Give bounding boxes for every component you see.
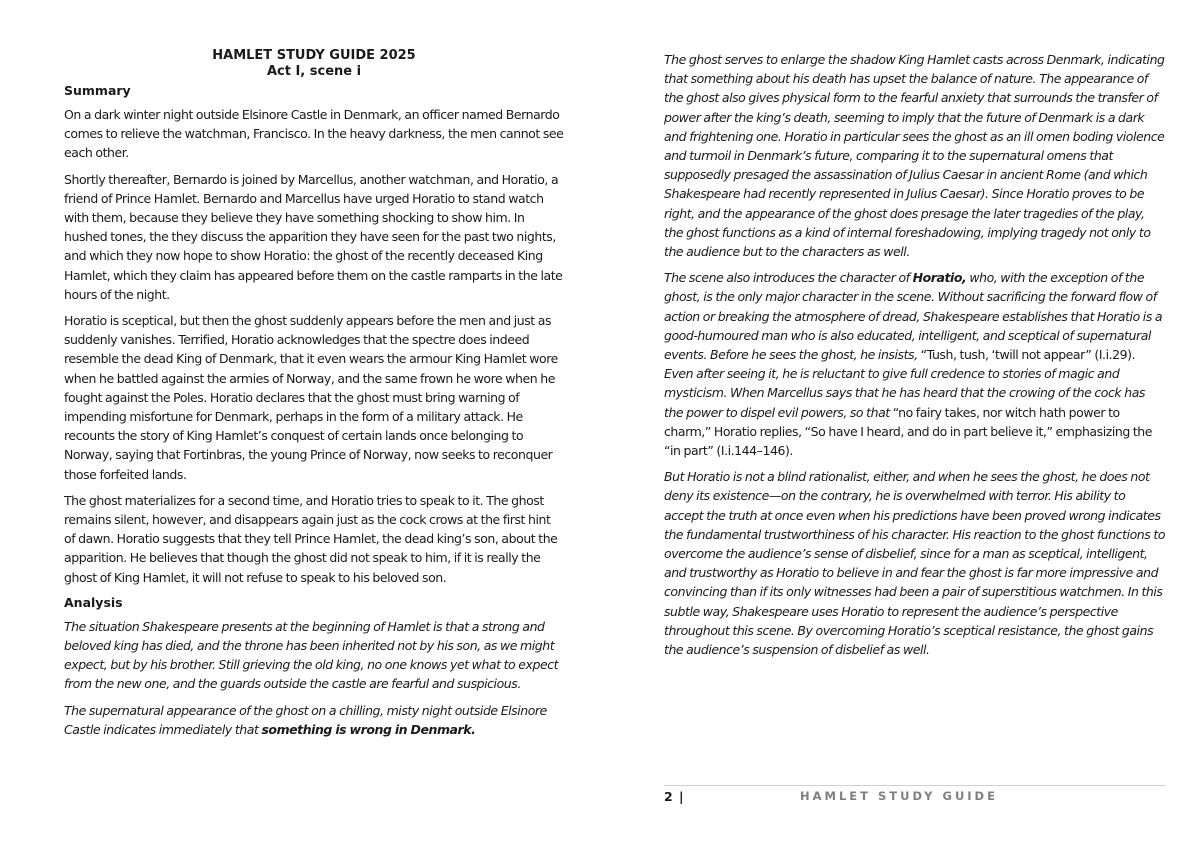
page-number: 2 | <box>664 788 685 804</box>
scene-title: Act I, scene i <box>266 64 362 79</box>
right-column <box>664 50 1166 666</box>
footer-row <box>664 787 1166 805</box>
analysis-paragraph-4 <box>664 268 1166 460</box>
summary-paragraph-3: Horatio is sceptical, but then the ghost suddenly appears before the men and just as suddenly vanishes. Terrified, Horatio acknowledges that the spectre does indeed resemble the dead King of Denmark, that it even wears the armour King Hamlet wore when he battled against the armies of Norway, and the same frown he wore when he fought against the Poles. Horatio declares that the ghost must bring warning of impending misfortune for Denmark, perhaps in the form of a military attack. He recounts the story of King Hamlet’s conquest of certain lands once belonging to Norway, saying that Fortinbras, the young Prince of Norway, now seeks to reconquer those forfeited lands. <box>64 313 558 482</box>
left-column <box>64 48 564 746</box>
document-title: HAMLET STUDY GUIDE 2025 <box>212 48 416 63</box>
horatio-emphasis: Horatio, <box>912 270 967 286</box>
analysis-paragraph-3: The ghost serves to enlarge the shadow King Hamlet casts across Denmark, indicating that something about his death has upset the balance of nature. The appearance of the ghost also gives physical form to the fearful anxiety that surrounds the transfer of power after the king’s death, seeming to imply that the future of Denmark is a dark and frightening one. Horatio in particular sees the ghost as an ill omen boding violence and turmoil in Denmark’s future, comparing it to the supernatural omens that supposedly presaged the assassination of Julius Caesar in ancient Rome (and which Shakespeare had recently represented in Julius Caesar). Since Horatio proves to be right, and the appearance of the ghost does presage the later tragedies of the play, the ghost functions as a kind of internal foreshadowing, implying tragedy not only to the audience but to the characters as well. <box>664 52 1165 260</box>
analysis-paragraph-2-text: The supernatural appearance of the ghost on a chilling, misty night outside Elsinore Castle indicates immediately that <box>64 702 547 737</box>
p4-quote-1: “Tush, tush, ‘twill not appear” (I.i.29). <box>920 347 1136 363</box>
analysis-paragraph-1: The situation Shakespeare presents at the beginning of Hamlet is that a strong and beloved king has died, and the throne has been inherited not by his son, as we might expect, but by his brother. Still grieving the old king, no one knows yet what to expect from the new one, and the guards outside the castle are fearful and suspicious. <box>64 618 559 692</box>
page-footer <box>664 785 1166 805</box>
summary-paragraph-4: The ghost materializes for a second time, and Horatio tries to speak to it. The ghost remains silent, however, and disappears again just as the cock crows at the first hint of dawn. Horatio suggests that they tell Prince Hamlet, the dead king’s son, about the apparition. He believes that though the ghost did not speak to him, if it is really the ghost of King Hamlet, it will not refuse to speak to his beloved son. <box>64 492 558 585</box>
analysis-heading: Analysis <box>64 594 123 610</box>
p4-middle: Even after seeing it, he is reluctant to give full credence to stories of magic and mysticism. When Marcellus says that he has heard that the crowing of the cock has the power to dispel evil powers, so that <box>664 366 1145 420</box>
p4-quote-2: “no fairy takes, nor witch hath power to charm,” Horatio replies, “So have I heard, and do in part believe it,” emphasizing the “in part” (I.i.144–146). <box>664 404 1152 459</box>
analysis-emphasis: something is wrong in Denmark. <box>261 721 476 737</box>
summary-paragraph-1: On a dark winter night outside Elsinore Castle in Denmark, an officer named Bernardo comes to relieve the watchman, Francisco. In the heavy darkness, the men cannot see each other. <box>64 107 564 161</box>
analysis-paragraph-2 <box>64 701 564 739</box>
footer-rule <box>664 785 1166 786</box>
summary-paragraph-2: Shortly thereafter, Bernardo is joined by Marcellus, another watchman, and Horatio, a friend of Prince Hamlet. Bernardo and Marcellus have urged Horatio to stand watch with them, because they believe they have something shocking to show him. In hushed tones, the they discuss the apparition they have seen for the past two nights, and which they now hope to show Horatio: the ghost of the recently deceased King Hamlet, which they claim has appeared before them on the castle ramparts in the late hours of the night. <box>64 171 563 302</box>
p4-body: who, with the exception of the ghost, is the only major character in the scene. Without sacrificing the forward flow of action or breaking the atmosphere of dread, Shakespeare establishes that Horatio is a good-humoured man who is also educated, intelligent, and sceptical of supernatural events. Before he sees the ghost, he insists, <box>664 270 1163 363</box>
summary-heading: Summary <box>64 83 131 98</box>
p4-intro: The scene also introduces the character of <box>664 270 913 286</box>
footer-title: HAMLET STUDY GUIDE <box>800 789 998 803</box>
analysis-paragraph-5: But Horatio is not a blind rationalist, either, and when he sees the ghost, he does not deny its existence—on the contrary, he is overwhelmed with terror. His ability to accept the truth at once even when his predictions have been proved wrong indicates the fundamental trustworthiness of his character. His reaction to the ghost functions to overcome the audience’s sense of disbelief, since for a man as sceptical, intelligent, and trustworthy as Horatio to believe in and fear the ghost is far more impressive and convincing than if its only witnesses had been a pair of superstitious watchmen. In this subtle way, Shakespeare uses Horatio to represent the audience’s perspective throughout this scene. By overcoming Horatio’s sceptical resistance, the ghost gains the audience’s suspension of disbelief as well. <box>664 469 1166 658</box>
